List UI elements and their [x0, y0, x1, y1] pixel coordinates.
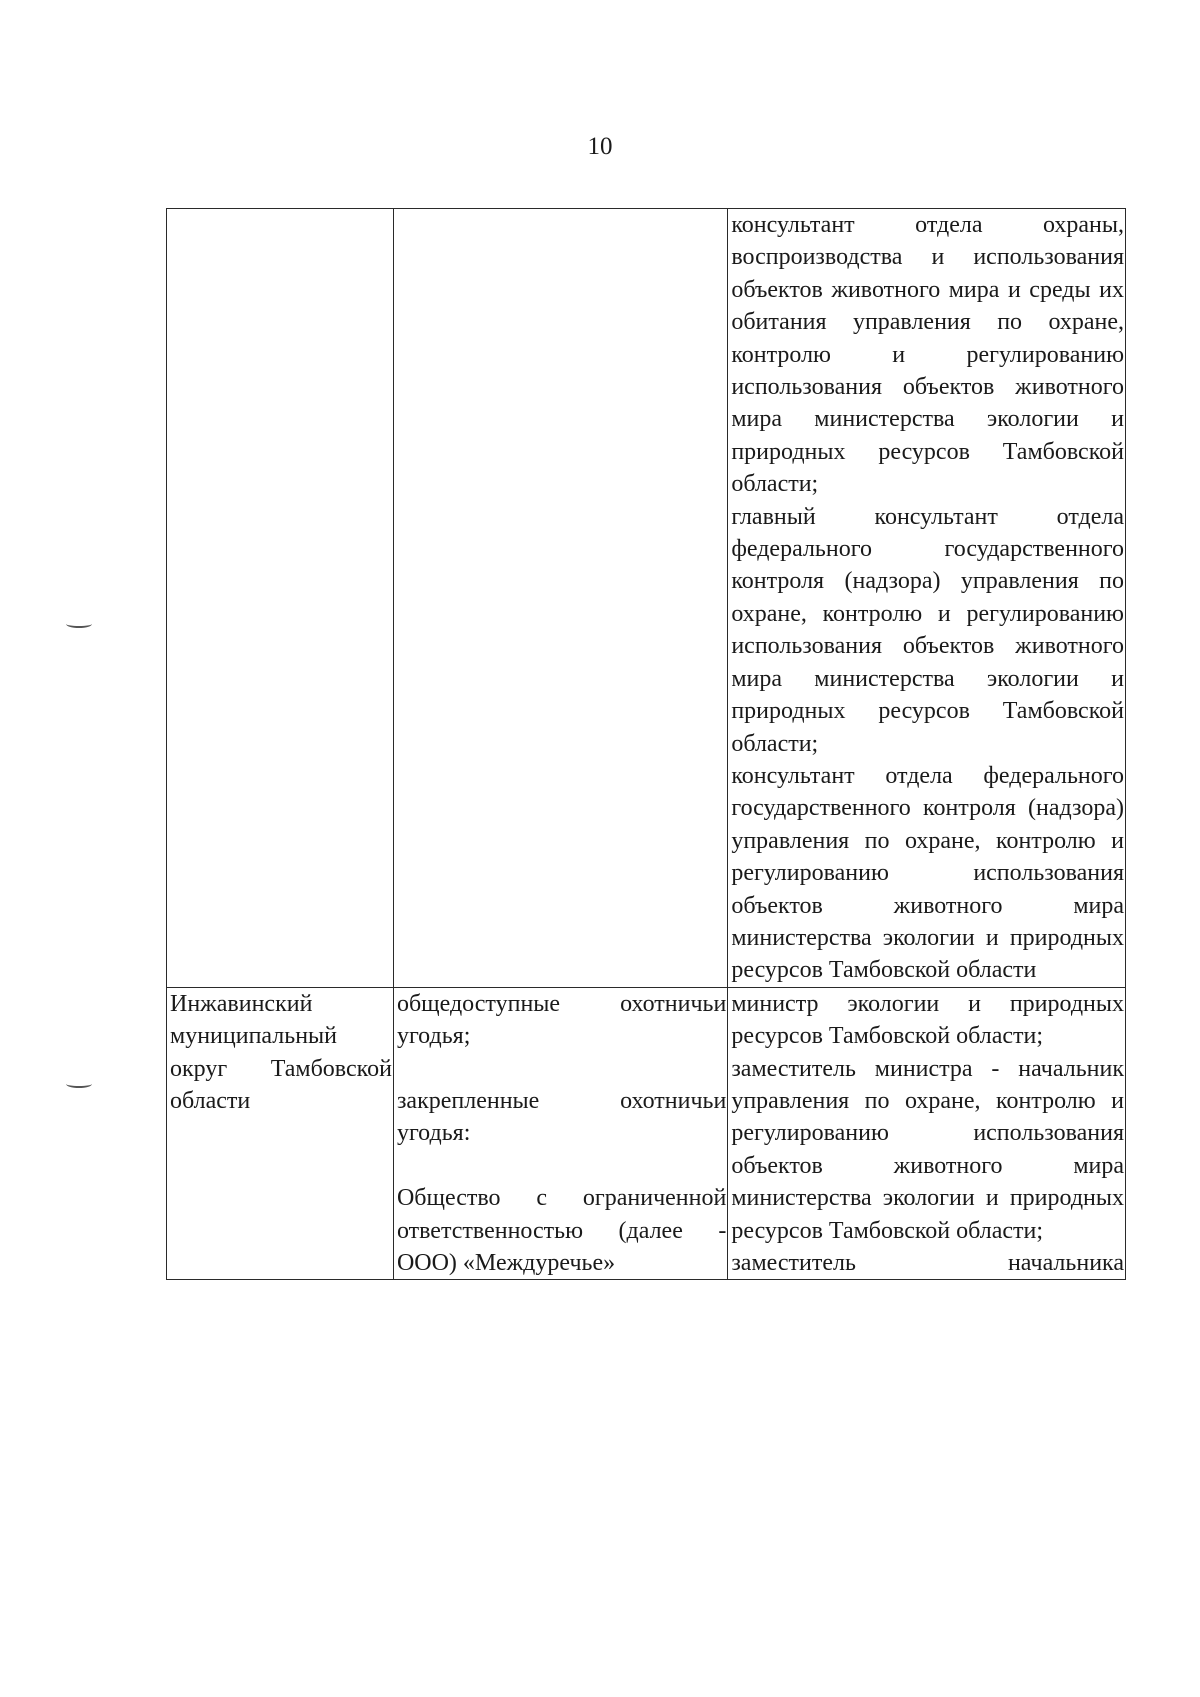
table-cell-hunting-grounds — [393, 987, 727, 1280]
official-entry: консультант отдела федерального государственного контроля (надзора) управления по охране, контролю и регулированию использования объектов животного мира министерства экологии и природных ресурсов Тамбовской области — [731, 762, 1124, 984]
hunting-ground-entry: закрепленные охотничьи угодья: — [396, 1087, 727, 1147]
table-row — [167, 987, 1126, 1280]
document-table — [166, 208, 1126, 1280]
official-entry: министр экологии и природных ресурсов Тамбовской области; — [731, 990, 1124, 1050]
hunting-ground-entry: общедоступные охотничьи угодья; — [396, 990, 727, 1050]
official-entry: главный консультант отдела федерального государственного контроля (надзора) управления по охране, контролю и регулированию использования объектов животного мира министерства экологии и природных ресурсов Тамбовской области; — [731, 503, 1124, 757]
table-cell-district — [167, 209, 394, 988]
official-entry: консультант отдела охраны, воспроизводства и использования объектов животного мира и среды их обитания управления по охране, контролю и регулированию использования объектов животного мира министерства экологии и природных ресурсов Тамбовской области; — [731, 212, 1124, 498]
district-name: Инжавинский муниципальный округ Тамбовской области — [170, 990, 392, 1114]
table-cell-officials — [728, 209, 1126, 988]
table-cell-officials — [728, 987, 1126, 1280]
table-cell-hunting-grounds — [393, 209, 727, 988]
table-cell-district — [167, 987, 394, 1280]
hunting-ground-entry: Общество с ограниченной ответственностью (далее - ООО) «Междуречье» — [396, 1185, 727, 1276]
page-number: 10 — [587, 133, 613, 160]
table-row — [167, 209, 1126, 988]
official-entry: заместитель министра - начальник управления по охране, контролю и регулированию использования объектов животного мира министерства экологии и природных ресурсов Тамбовской области; — [731, 1055, 1124, 1244]
official-entry: заместитель начальника — [731, 1250, 1124, 1276]
scan-mark — [66, 620, 92, 628]
scan-mark — [66, 1080, 92, 1088]
